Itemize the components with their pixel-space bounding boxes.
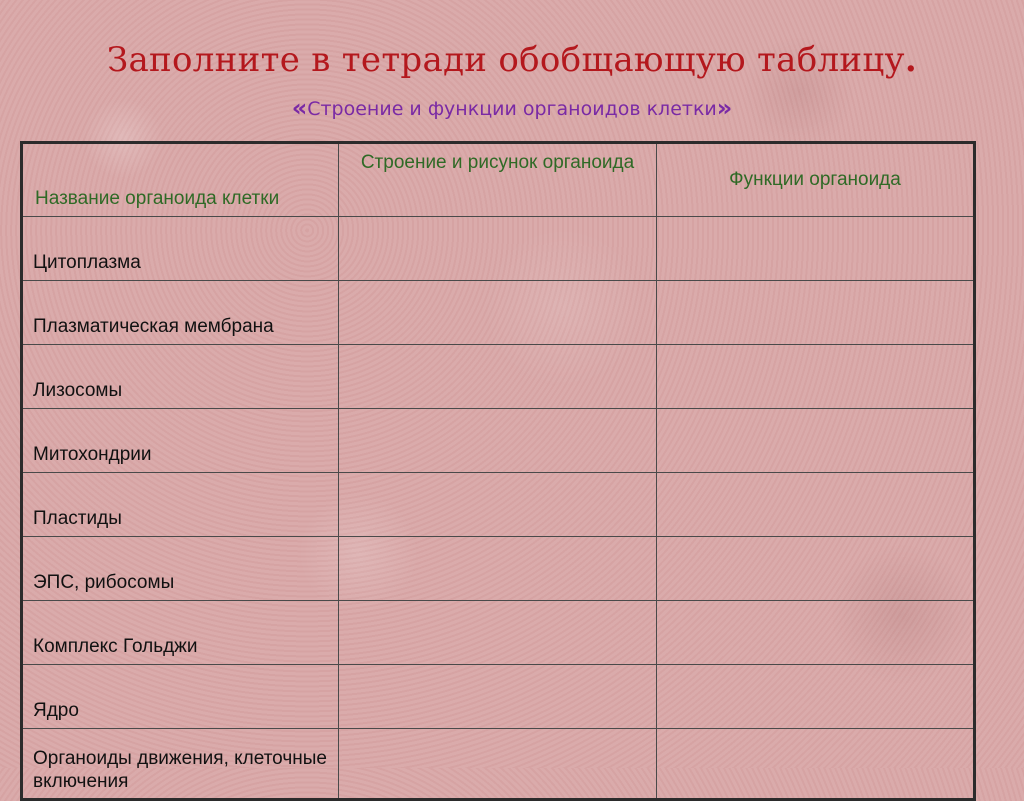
row-label-plasma-membrane: Плазматическая мембрана bbox=[22, 281, 339, 345]
table-row bbox=[22, 217, 975, 281]
row-label-cytoplasm: Цитоплазма bbox=[22, 217, 339, 281]
table-header-row bbox=[22, 143, 975, 217]
row-label-mitochondria: Митохондрии bbox=[22, 409, 339, 473]
structure-cell[interactable] bbox=[339, 601, 657, 665]
function-cell[interactable] bbox=[657, 345, 975, 409]
function-cell[interactable] bbox=[657, 601, 975, 665]
subtitle-close-quote: » bbox=[716, 94, 733, 122]
function-cell[interactable] bbox=[657, 665, 975, 729]
table-row bbox=[22, 345, 975, 409]
table-row bbox=[22, 729, 975, 800]
row-label-nucleus: Ядро bbox=[22, 665, 339, 729]
structure-cell[interactable] bbox=[339, 281, 657, 345]
header-structure-drawing: Строение и рисунок органоида bbox=[339, 143, 657, 217]
subtitle-text: Строение и функции органоидов клетки bbox=[307, 98, 717, 120]
function-cell[interactable] bbox=[657, 217, 975, 281]
row-label-plastids: Пластиды bbox=[22, 473, 339, 537]
function-cell[interactable] bbox=[657, 281, 975, 345]
header-organoid-name: Название органоида клетки bbox=[22, 143, 339, 217]
row-label-er-ribosomes: ЭПС, рибосомы bbox=[22, 537, 339, 601]
table-row bbox=[22, 409, 975, 473]
page-subtitle bbox=[0, 94, 1024, 122]
row-label-motion-organoids-inclusions: Органоиды движения, клеточные включения bbox=[22, 729, 339, 800]
structure-cell[interactable] bbox=[339, 345, 657, 409]
header-functions: Функции органоида bbox=[657, 143, 975, 217]
row-label-golgi-complex: Комплекс Гольджи bbox=[22, 601, 339, 665]
table-row bbox=[22, 473, 975, 537]
structure-cell[interactable] bbox=[339, 409, 657, 473]
title-text: Заполните в тетради обобщающую таблицу bbox=[107, 40, 905, 80]
function-cell[interactable] bbox=[657, 729, 975, 800]
page-title bbox=[0, 40, 1024, 80]
subtitle-open-quote: « bbox=[291, 94, 308, 122]
structure-cell[interactable] bbox=[339, 729, 657, 800]
table-row bbox=[22, 601, 975, 665]
table-row bbox=[22, 665, 975, 729]
structure-cell[interactable] bbox=[339, 473, 657, 537]
title-dot: . bbox=[904, 40, 917, 80]
function-cell[interactable] bbox=[657, 409, 975, 473]
structure-cell[interactable] bbox=[339, 537, 657, 601]
table-row bbox=[22, 537, 975, 601]
structure-cell[interactable] bbox=[339, 217, 657, 281]
organoids-table bbox=[20, 141, 976, 801]
row-label-lysosomes: Лизосомы bbox=[22, 345, 339, 409]
function-cell[interactable] bbox=[657, 473, 975, 537]
function-cell[interactable] bbox=[657, 537, 975, 601]
table-row bbox=[22, 281, 975, 345]
structure-cell[interactable] bbox=[339, 665, 657, 729]
